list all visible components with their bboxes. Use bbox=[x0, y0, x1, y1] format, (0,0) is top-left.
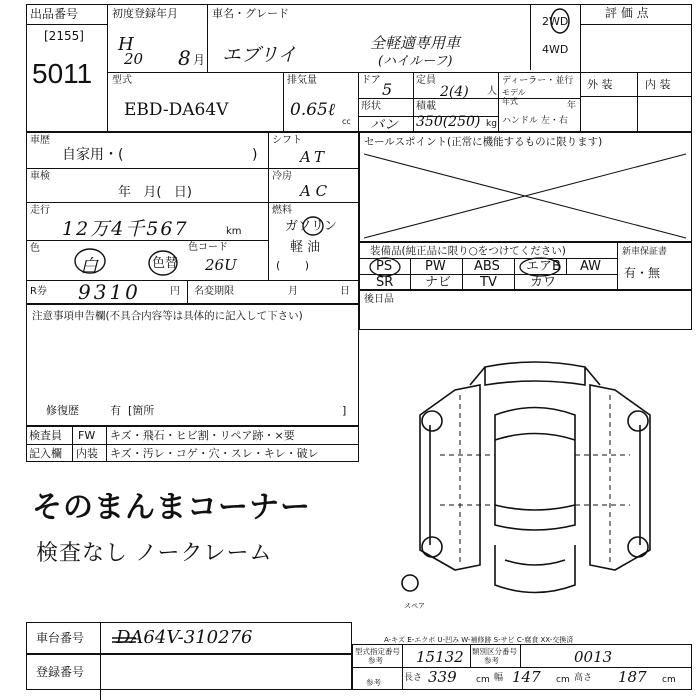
drive-4wd: 4WD bbox=[542, 43, 569, 56]
designation-sub: 参考 bbox=[368, 656, 383, 665]
reg-label: 登録番号 bbox=[36, 665, 85, 679]
term-month: 月 bbox=[288, 286, 298, 297]
recycle-label: R券 bbox=[30, 286, 47, 297]
color-value: 白 bbox=[80, 256, 98, 277]
equip-navi: ナビ bbox=[425, 275, 452, 290]
equip-abs: ABS bbox=[474, 259, 500, 274]
mileage-label: 走行 bbox=[30, 205, 50, 216]
equip-leather: カワ bbox=[530, 275, 557, 290]
inspector-label: 検査員 bbox=[29, 429, 62, 442]
car-name-label: 車名・グレード bbox=[212, 7, 289, 20]
sales-point-label: セールスポイント(正常に機能するものに限ります) bbox=[364, 136, 603, 148]
inspector-fw: FW bbox=[78, 429, 96, 442]
first-reg-month-unit: 月 bbox=[193, 53, 206, 67]
capacity-value: 2(4) bbox=[440, 84, 469, 100]
displacement-value: 0.65ℓ bbox=[290, 100, 335, 120]
first-reg-era: H bbox=[118, 34, 134, 55]
designation-label: 型式指定番号 bbox=[355, 647, 400, 656]
shape-label: 形状 bbox=[361, 101, 381, 112]
model-year-label: モデル年式 bbox=[502, 88, 526, 106]
term-day: 日 bbox=[340, 286, 350, 297]
stamp-line2: 検査なし ノークレーム bbox=[36, 540, 273, 565]
later-label: 後日品 bbox=[364, 294, 394, 305]
fuel-circle bbox=[300, 214, 326, 238]
handle-label: ハンドル 左・右 bbox=[502, 116, 568, 126]
chassis-strike bbox=[110, 628, 138, 648]
aircon-label: 冷房 bbox=[272, 171, 292, 182]
term-label: 名変期限 bbox=[194, 286, 234, 297]
shape-value: バン bbox=[370, 117, 398, 133]
width-label: 幅 bbox=[494, 673, 504, 683]
fuel-gas: ガソリン bbox=[285, 219, 338, 234]
equip-airbag-circle bbox=[518, 256, 562, 278]
length-unit: cm bbox=[476, 675, 490, 685]
entry-row2: キズ・汚レ・コゲ・穴・スレ・キレ・破レ bbox=[110, 447, 319, 460]
exterior-label: 外 装 bbox=[587, 78, 613, 91]
aircon-value: A C bbox=[300, 182, 328, 200]
load-value: 350(250) bbox=[416, 114, 481, 130]
dealer-label: ディーラー・並行 bbox=[502, 76, 574, 86]
model-year-unit: 年 bbox=[567, 101, 577, 111]
warranty-value: 有・無 bbox=[624, 266, 661, 280]
lot-ref: [2155] bbox=[44, 29, 84, 43]
inspector-row1: キズ・飛石・ヒビ割・リペア跡・×要 bbox=[110, 429, 295, 442]
color-label: 色 bbox=[30, 243, 40, 254]
load-unit: kg bbox=[486, 119, 497, 129]
entry-interior: 内装 bbox=[76, 447, 98, 460]
interior-label: 内 装 bbox=[645, 78, 671, 91]
displacement-sub: cc bbox=[342, 117, 351, 126]
stamp-line1: そのまんまコーナー bbox=[32, 491, 311, 524]
shift-label: シフト bbox=[272, 135, 302, 146]
length-label: 長さ bbox=[404, 673, 423, 683]
history-label: 車歴 bbox=[30, 135, 50, 146]
grade-sub: (ハイルーフ) bbox=[378, 54, 453, 69]
car-name: エブリイ bbox=[222, 44, 297, 66]
equip-ps-circle bbox=[368, 256, 402, 278]
inspection-value: 年 月( 日) bbox=[118, 185, 192, 200]
warranty-label: 新車保証書 bbox=[622, 247, 668, 257]
fuel-label: 燃料 bbox=[272, 205, 292, 216]
recycle-unit: 円 bbox=[170, 286, 180, 297]
first-reg-label: 初度登録年月 bbox=[112, 7, 178, 20]
repair-label: 修復歴 bbox=[46, 404, 79, 417]
repair-close: ] bbox=[342, 404, 347, 417]
size-sub: 参考 bbox=[366, 678, 381, 687]
height-label: 高さ bbox=[574, 673, 593, 683]
color-code-label: 色コード bbox=[188, 242, 228, 253]
later-frame bbox=[359, 290, 692, 330]
lot-number: 5011 bbox=[32, 58, 93, 89]
chassis-value: DA64V-310276 bbox=[116, 627, 253, 648]
fuel-paren: ( ) bbox=[276, 259, 310, 272]
fuel-diesel: 軽 油 bbox=[290, 240, 321, 255]
repair-value: 有 bbox=[110, 404, 121, 417]
length-value: 339 bbox=[428, 668, 457, 686]
load-label: 積載 bbox=[416, 101, 436, 112]
first-reg-month: 8 bbox=[178, 46, 191, 70]
inspection-label: 車検 bbox=[30, 171, 50, 182]
shift-value: AT bbox=[300, 148, 329, 166]
model-label: 型式 bbox=[112, 75, 132, 86]
rating-label: 評 価 点 bbox=[605, 6, 649, 20]
equip-ps: PS bbox=[376, 259, 393, 274]
doors-label: ドア bbox=[361, 75, 381, 86]
capacity-unit: 人 bbox=[487, 86, 497, 97]
equip-tv: TV bbox=[480, 275, 497, 290]
doors-value: 5 bbox=[382, 80, 393, 99]
mileage-unit: km bbox=[226, 226, 242, 237]
spare-label: スペア bbox=[404, 602, 425, 610]
color-circle bbox=[72, 246, 108, 276]
category-value: 0013 bbox=[574, 648, 613, 666]
designation-value: 15132 bbox=[416, 648, 464, 666]
displacement-label: 排気量 bbox=[287, 75, 317, 86]
drive-2wd: 2WD bbox=[542, 15, 569, 28]
color-code-value: 26U bbox=[205, 256, 237, 274]
equip-aw: AW bbox=[580, 259, 602, 274]
lot-label: 出品番号 bbox=[30, 7, 79, 21]
car-diagram bbox=[400, 355, 670, 615]
legend: A-キズ E-エクボ U-凹み W-補修跡 S-サビ C-腐食 XX-交換済 bbox=[384, 636, 574, 644]
mileage-value: 12万4千567 bbox=[62, 218, 189, 240]
width-value: 147 bbox=[512, 668, 541, 686]
sales-cross bbox=[362, 152, 688, 240]
repair-bracket: [箇所 bbox=[128, 404, 155, 417]
entry-label: 記入欄 bbox=[29, 447, 62, 460]
recycle-value: 9310 bbox=[78, 280, 141, 304]
color-change-circle bbox=[146, 248, 180, 278]
category-sub: 参考 bbox=[484, 656, 499, 665]
equip-sr: SR bbox=[376, 275, 394, 290]
first-reg-year: 20 bbox=[124, 50, 144, 68]
history-value: 自家用・( bbox=[62, 147, 124, 163]
capacity-label: 定員 bbox=[416, 75, 436, 86]
equipment-label: 装備品(純正品に限り○をつけてください) bbox=[370, 245, 566, 257]
category-label: 類別区分番号 bbox=[472, 647, 517, 656]
grade: 全軽適専用車 bbox=[370, 34, 461, 52]
equip-pw: PW bbox=[425, 259, 446, 274]
model-value: EBD-DA64V bbox=[124, 100, 229, 120]
width-unit: cm bbox=[556, 675, 570, 685]
history-close: ) bbox=[252, 147, 258, 163]
drive-circle bbox=[548, 7, 572, 35]
height-unit: cm bbox=[662, 675, 676, 685]
notes-label: 注意事項申告欄(不具合内容等は具体的に記入して下さい) bbox=[32, 310, 303, 322]
equip-airbag: エアB bbox=[526, 259, 561, 274]
color-change-label: 色替 bbox=[152, 256, 179, 271]
chassis-label: 車台番号 bbox=[36, 631, 85, 645]
height-value: 187 bbox=[618, 668, 647, 686]
